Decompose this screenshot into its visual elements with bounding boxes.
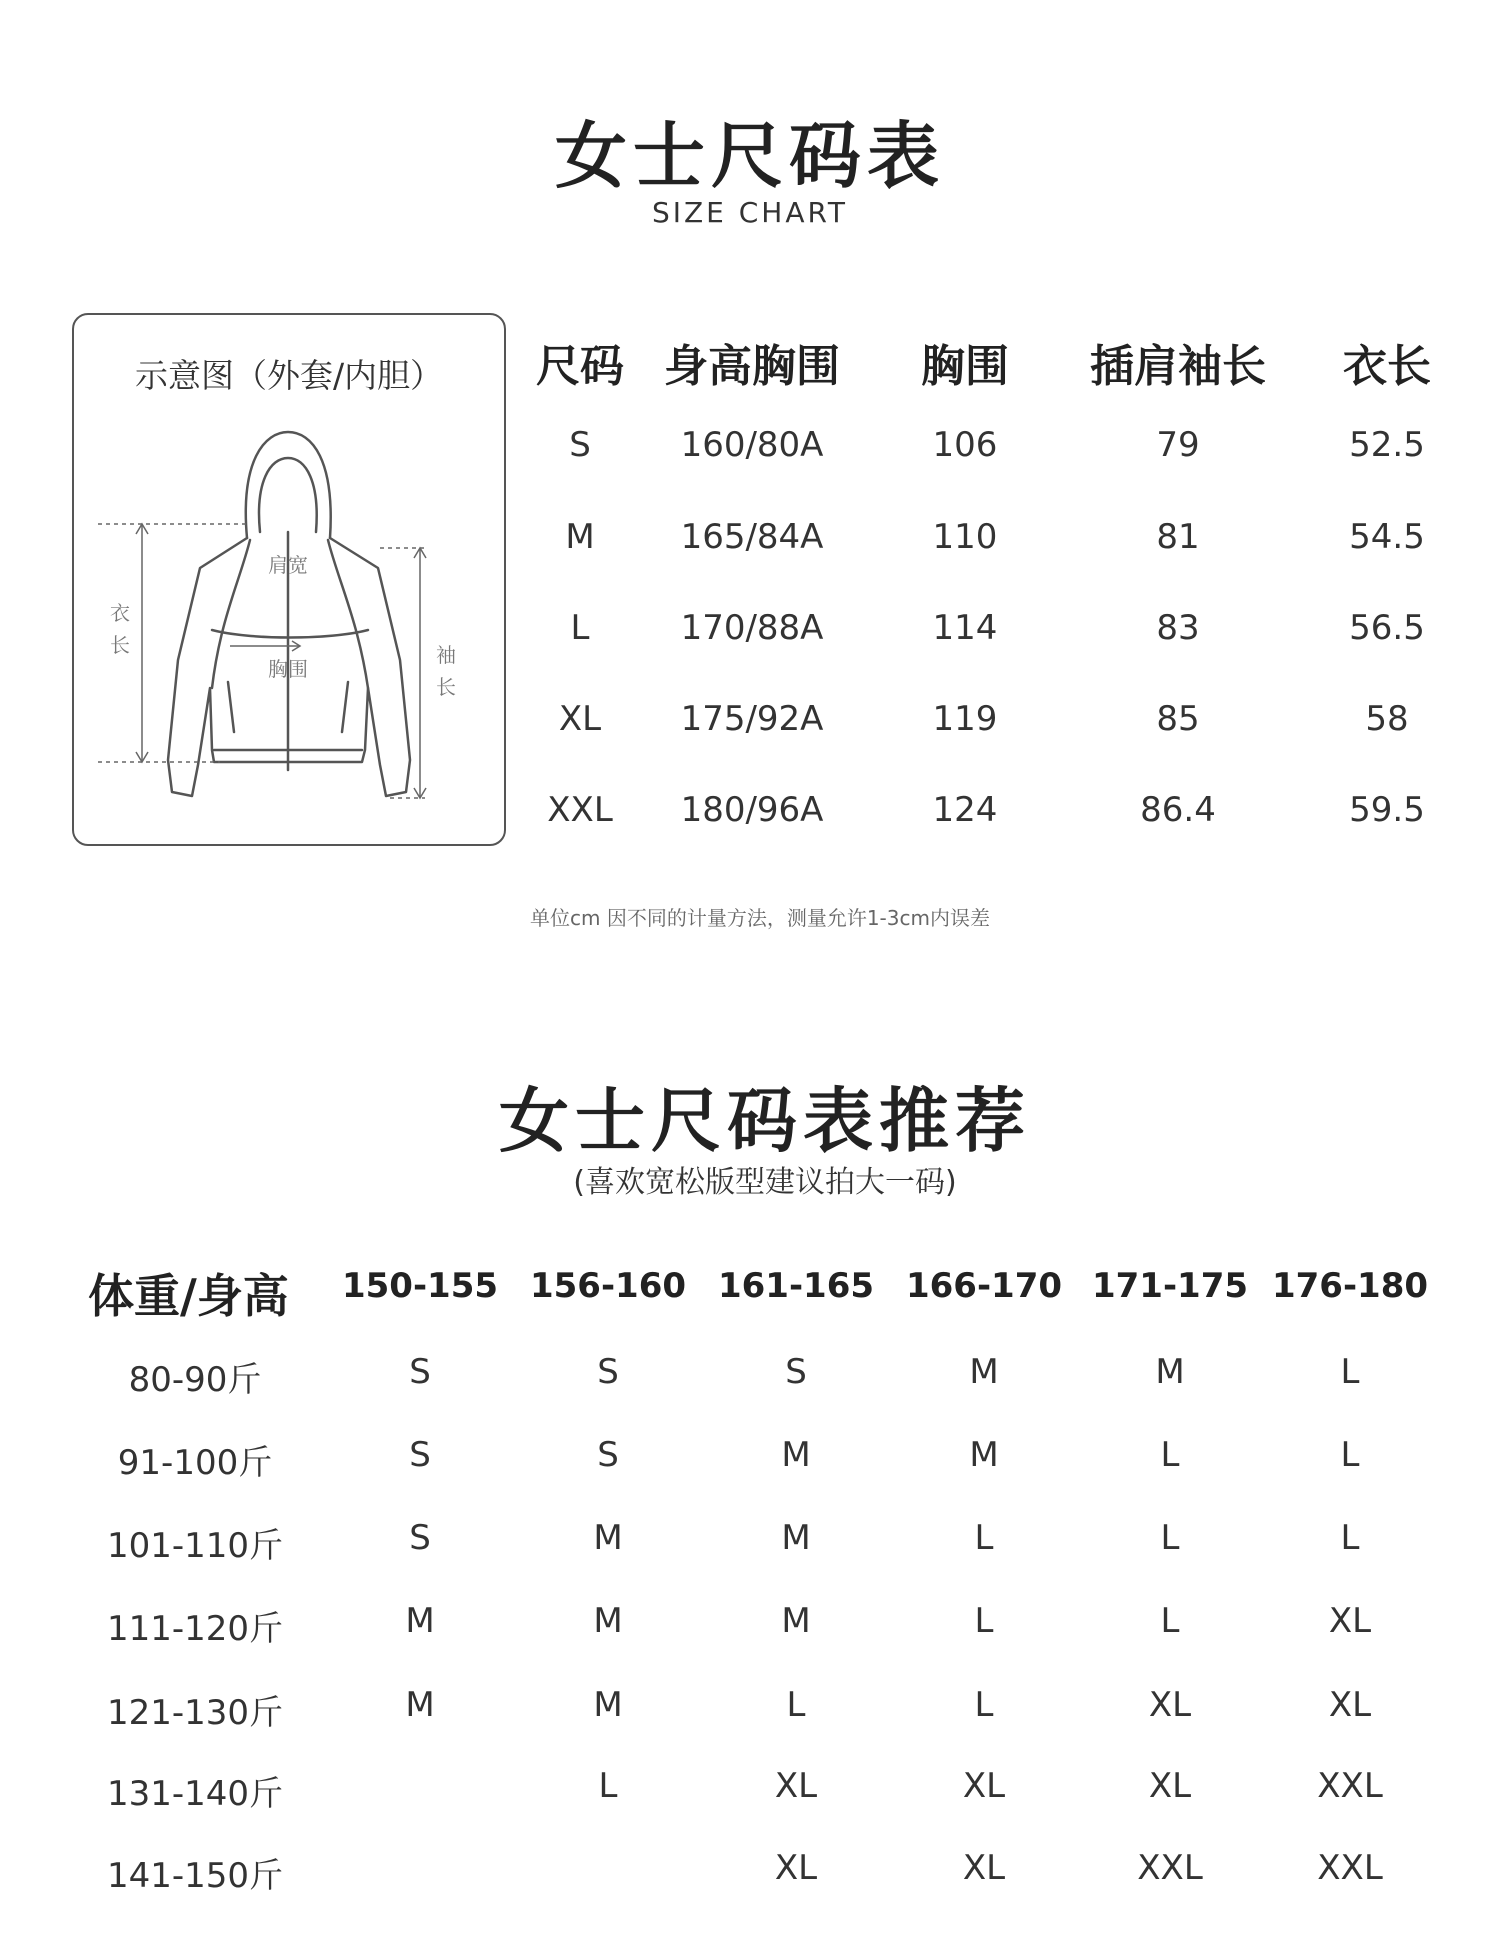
recommend-height-header: 161-165 [717,1266,875,1306]
recommend-size-cell: M [781,1435,811,1475]
shoulder-label: 肩宽 [268,553,308,577]
recommend-title: 女士尺码表推荐 [499,1080,1031,1162]
recommend-size-cell: XL [1148,1685,1192,1725]
recommend-height-header: 156-160 [529,1266,687,1306]
size-table-cell: 106 [932,425,998,465]
recommend-weight-label: 101-110斤 [106,1526,284,1566]
recommend-size-cell: L [1340,1435,1360,1475]
recommend-size-cell: M [593,1685,623,1725]
recommend-size-cell: L [1160,1601,1180,1641]
recommend-size-cell: L [974,1685,994,1725]
recommend-size-cell: L [1340,1352,1360,1392]
measurement-note: 单位cm 因不同的计量方法，测量允许1-3cm内误差 [530,906,990,930]
recommend-height-header: 150-155 [341,1266,499,1306]
recommend-size-cell: XL [1328,1601,1372,1641]
size-chart-title: 女士尺码表 [554,114,945,198]
size-table-cell: 110 [932,517,998,557]
recommend-size-cell: M [969,1352,999,1392]
recommend-size-cell: M [405,1601,435,1641]
recommend-size-cell: S [409,1352,431,1392]
size-table-cell: 79 [1156,425,1200,465]
recommend-size-cell: S [409,1518,431,1558]
recommend-height-header: 171-175 [1091,1266,1249,1306]
size-table-cell: 170/88A [680,608,824,648]
size-table-header: 胸围 [921,341,1009,392]
length-label-1: 衣 [110,601,130,625]
sleeve-label-1: 袖 [436,643,456,667]
recommend-size-cell: S [409,1435,431,1475]
size-table-cell: 56.5 [1349,608,1425,648]
recommend-size-cell: XXL [1317,1766,1383,1806]
sleeve-label-2: 长 [436,675,456,699]
recommend-size-cell: XL [774,1766,818,1806]
recommend-size-cell: L [974,1518,994,1558]
recommend-size-cell: L [1340,1518,1360,1558]
recommend-subtitle: (喜欢宽松版型建议拍大一码) [573,1165,957,1200]
recommend-size-cell: L [1160,1518,1180,1558]
recommend-height-header: 176-180 [1271,1266,1429,1306]
size-table-cell: 85 [1156,699,1200,739]
size-table-cell: 124 [932,790,998,830]
size-table-cell: 81 [1156,517,1200,557]
recommend-size-cell: L [598,1766,618,1806]
recommend-size-cell: XL [1328,1685,1372,1725]
recommend-size-cell: M [593,1518,623,1558]
recommend-size-cell: M [781,1518,811,1558]
recommend-size-cell: XXL [1317,1848,1383,1888]
recommend-weight-label: 141-150斤 [106,1856,284,1896]
jacket-diagram-icon [90,420,490,820]
recommend-size-cell: L [974,1601,994,1641]
size-table-cell: XXL [547,790,613,830]
size-table-cell: S [569,425,591,465]
size-table-cell: 119 [932,699,998,739]
size-table-header: 插肩袖长 [1090,341,1266,392]
diagram-label: 示意图（外套/内胆） [134,356,444,395]
recommend-size-cell: XL [962,1766,1006,1806]
size-chart-subtitle: SIZE CHART [651,196,849,229]
size-table-cell: 83 [1156,608,1200,648]
recommend-size-cell: XL [774,1848,818,1888]
size-table-header: 尺码 [536,341,624,392]
recommend-size-cell: S [597,1352,619,1392]
recommend-size-cell: XXL [1137,1848,1203,1888]
length-label-2: 长 [110,633,130,657]
recommend-size-cell: M [405,1685,435,1725]
size-table-cell: L [570,608,590,648]
recommend-size-cell: M [1155,1352,1185,1392]
chest-label: 胸围 [268,657,308,681]
recommend-height-header: 166-170 [905,1266,1063,1306]
size-table-cell: 52.5 [1349,425,1425,465]
size-table-cell: 54.5 [1349,517,1425,557]
recommend-corner-header: 体重/身高 [88,1269,289,1323]
recommend-weight-label: 80-90斤 [128,1360,262,1400]
size-table-header: 衣长 [1343,341,1431,392]
size-table-cell: XL [558,699,602,739]
recommend-weight-label: 111-120斤 [106,1609,284,1649]
recommend-size-cell: S [597,1435,619,1475]
recommend-size-cell: S [785,1352,807,1392]
recommend-size-cell: L [1160,1435,1180,1475]
recommend-size-cell: XL [1148,1766,1192,1806]
recommend-weight-label: 91-100斤 [117,1443,273,1483]
recommend-size-cell: M [593,1601,623,1641]
recommend-size-cell: M [969,1435,999,1475]
size-table-cell: 175/92A [680,699,824,739]
size-table-cell: 59.5 [1349,790,1425,830]
recommend-size-cell: M [781,1601,811,1641]
size-table-cell: 160/80A [680,425,824,465]
recommend-size-cell: L [786,1685,806,1725]
recommend-weight-label: 131-140斤 [106,1774,284,1814]
size-table-cell: 86.4 [1140,790,1216,830]
size-table-cell: 58 [1365,699,1409,739]
recommend-weight-label: 121-130斤 [106,1693,284,1733]
size-table-cell: 114 [932,608,998,648]
recommend-size-cell: XL [962,1848,1006,1888]
size-table-header: 身高胸围 [664,341,840,392]
size-table-cell: 165/84A [680,517,824,557]
size-table-cell: M [565,517,595,557]
size-table-cell: 180/96A [680,790,824,830]
